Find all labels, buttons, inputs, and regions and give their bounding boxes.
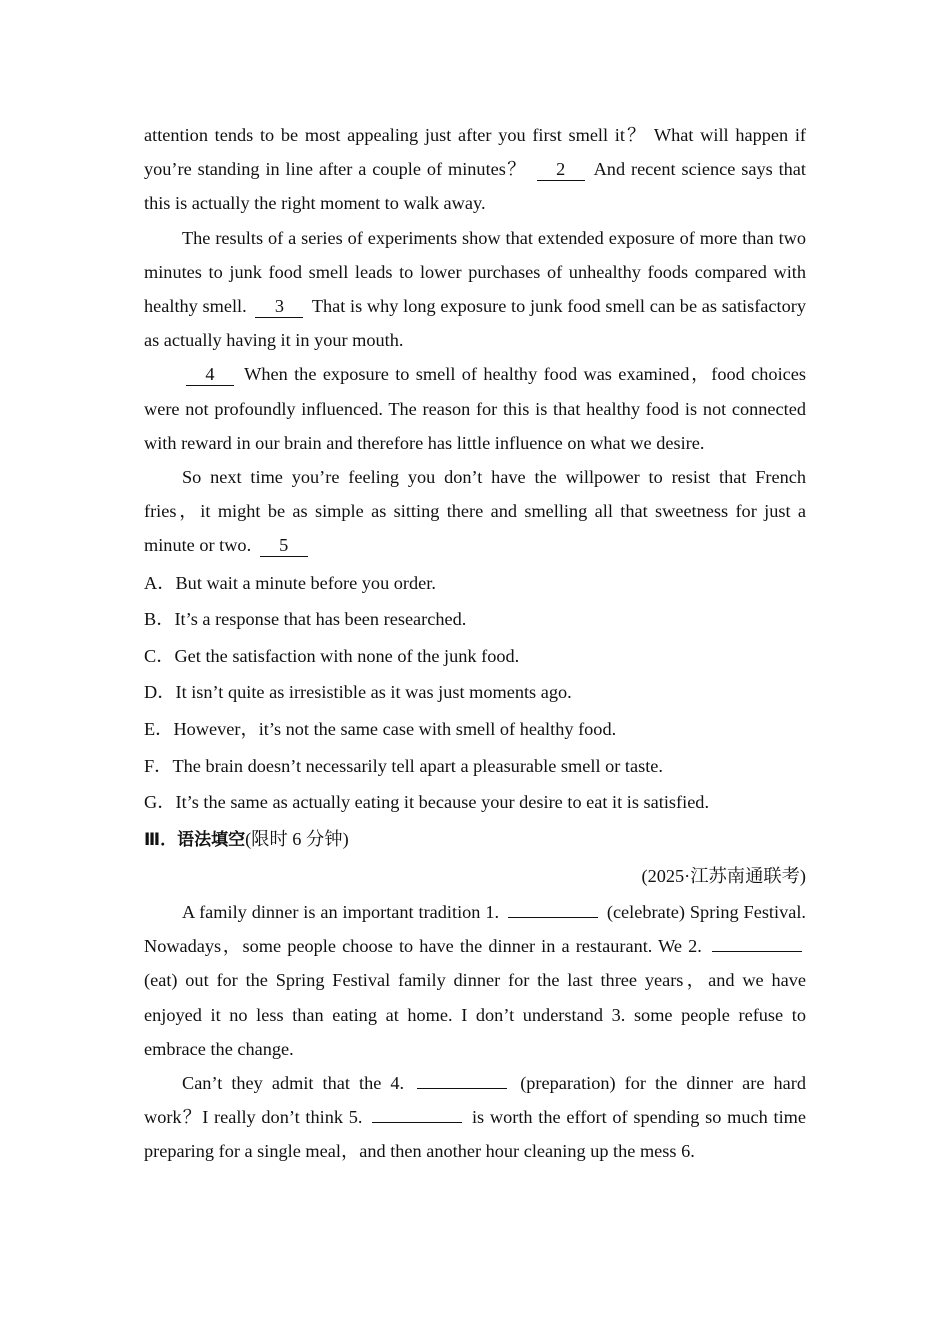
option-e: E．However，it’s not the same case with smell of healthy food. [144,719,617,740]
passage-text: When the exposure to smell of healthy food was examined，food choices were not profoundly influenced. The reason for this is that healthy food is not connected with reward in our brain and therefore has little influence on what we desire. [144,364,806,453]
answer-blank-5[interactable]: 5 [260,534,308,557]
passage-paragraph-4 [144,460,806,563]
grammar-text: (eat) out for the Spring Festival family dinner for the last three years，and we have enjoyed it no less than eating at home. I don’t understand 3. [144,970,806,1025]
answer-blank-3[interactable]: 3 [255,295,303,318]
passage-text: So next time you’re feeling you don’t have the willpower to resist that French fries，it might be as simple as sitting there and smelling all that sweetness for just a minute or two. [144,467,806,556]
passage-text: And recent science says that this is actually the right moment to walk away. [144,159,806,214]
grammar-text: (celebrate) Spring Festival. Nowadays，some people choose to have the dinner in a restaurant. We 2. [144,901,806,957]
option-d: D．It isn’t quite as irresistible as it was just moments ago. [144,682,572,703]
passage-paragraph-2 [144,221,806,358]
answer-blank-2[interactable]: 2 [537,158,585,181]
section-time-limit: (限时 6 分钟) [245,828,349,849]
option-f: F．The brain doesn’t necessarily tell apart a pleasurable smell or taste. [144,755,663,776]
option-a: A．But wait a minute before you order. [144,572,436,593]
option-g: G．It’s the same as actually eating it because your desire to eat it is satisfied. [144,792,710,813]
grammar-text: (preparation) for the dinner are hard work？I really don’t think 5. [144,1073,806,1128]
passage-paragraph-1 [144,118,806,221]
document-page [144,118,806,1169]
passage-paragraph-3 [144,357,806,460]
grammar-paragraph-1 [144,895,806,1066]
grammar-text: is worth the effort of spending so much time preparing for a single meal，and then another hour cleaning up the mess 6. [144,1107,806,1162]
option-b: B．It’s a response that has been researched. [144,609,467,630]
options-list [144,565,806,821]
grammar-blank-5[interactable] [372,1104,462,1123]
grammar-paragraph-2 [144,1066,806,1169]
grammar-text: A family dinner is an important tradition 1. [182,901,500,922]
passage-text: That is why long exposure to junk food smell can be as satisfactory as actually having it in your mouth. [144,296,806,351]
grammar-text: some people refuse to embrace the change. [144,1004,806,1059]
section-title: Ⅲ．语法填空 [144,829,246,850]
grammar-blank-2[interactable] [712,933,802,952]
passage-text: The results of a series of experiments show that extended exposure of more than two minutes to junk food smell leads to lower purchases of unhealthy foods compared with healthy smell. [144,227,806,317]
grammar-text: Can’t they admit that the 4. [182,1073,405,1093]
grammar-blank-4[interactable] [417,1070,507,1089]
option-c: C．Get the satisfaction with none of the junk food. [144,645,520,666]
section-heading [144,821,806,859]
passage-text: attention tends to be most appealing just after you first smell it？ What will happen if you’re standing in line after a couple of minutes？ [144,125,806,180]
exam-source: (2025·江苏南通联考) [641,866,806,887]
grammar-blank-1[interactable] [508,899,598,918]
answer-blank-4[interactable]: 4 [186,363,234,386]
